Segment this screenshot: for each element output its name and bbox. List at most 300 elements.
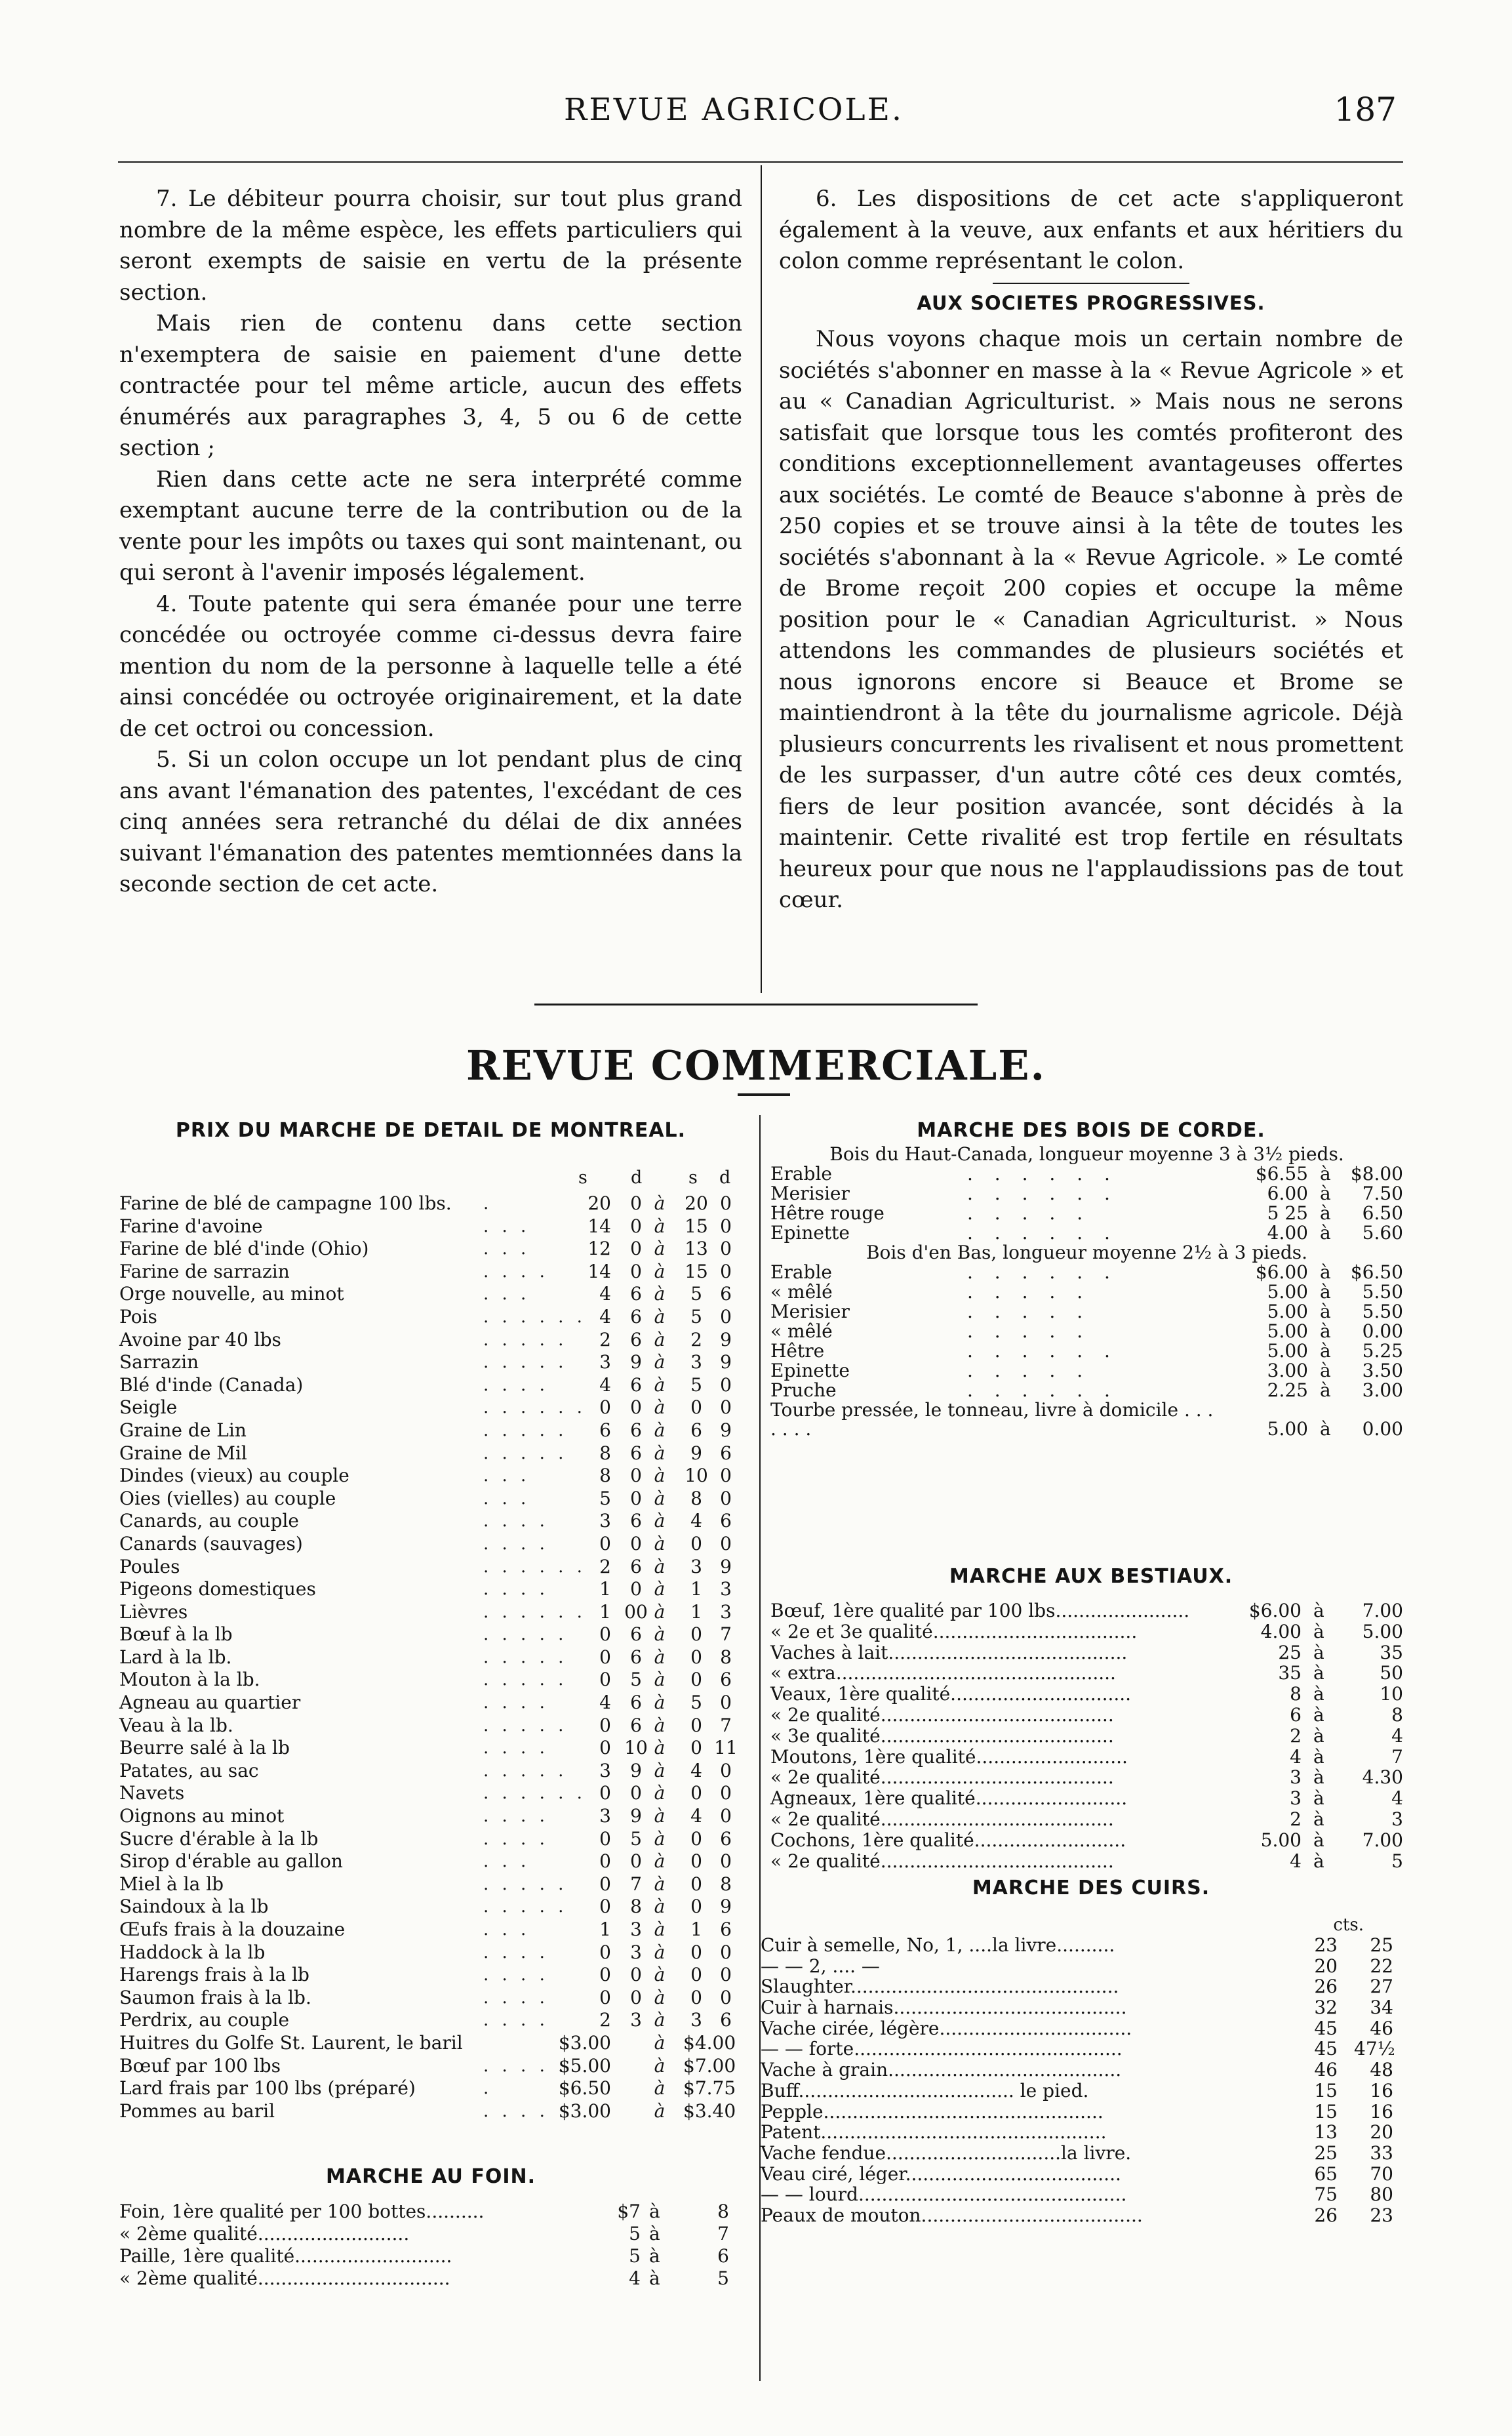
price-row [770,1223,1403,1243]
price-value: 0 [720,1487,732,1509]
price-row [770,1809,1403,1830]
item-name: Patent................................................. [761,2121,1107,2143]
leader-dots: . . . [483,1239,530,1259]
price-high: 5 [1391,1850,1403,1872]
item-name: Graine de Lin [119,1419,247,1441]
price-value: 5 [690,1373,702,1396]
price-row [770,1747,1403,1768]
section-rule [993,283,1189,284]
price-high: 50 [1380,1662,1403,1684]
leader-dots: . . . . [483,1965,549,1985]
price-row [119,1805,742,1828]
range-separator: à [1320,1222,1331,1244]
col-s: s [578,1167,587,1188]
price-value: 8 [599,1465,611,1487]
price-high: 22 [1370,1955,1393,1977]
range-separator: à [1313,1787,1324,1810]
price-row [119,2100,742,2123]
item-name: Vache à grain........................................ [761,2059,1122,2081]
range-separator: à [1320,1261,1331,1283]
price-value: 0 [720,1373,732,1396]
item-name: Huitres du Golfe St. Laurent, le baril [119,2031,463,2054]
price-value: 6 [630,1623,642,1646]
price-value: 4 [690,1805,702,1827]
price-value: 5 [690,1692,702,1714]
price-value: 0 [690,1827,702,1850]
item-name: « 2e qualité........................................ [770,1703,1114,1726]
item-name: « mêlé [770,1281,833,1303]
range-separator: à [654,1396,666,1419]
item-name: Hêtre [770,1340,825,1362]
right-article [779,184,1403,916]
price-low: 6.00 [1267,1183,1308,1204]
item-name: Haddock à la lb [119,1941,266,1963]
price-low: 5 25 [1267,1202,1308,1224]
price-value: 0 [720,1759,732,1781]
price-row [761,1956,1403,1977]
range-separator: à [654,1555,666,1577]
price-value: 7 [720,1714,732,1736]
price-low: 5.00 [1267,1340,1308,1362]
price-low: 4.00 [1260,1620,1302,1642]
price-value: 10 [624,1737,648,1759]
range-separator: à [649,2267,660,2289]
price-value: 2 [690,1328,702,1350]
item-name: « 2e qualité........................................ [770,1766,1114,1789]
price-value: 3 [599,1759,611,1781]
price-row [770,1767,1403,1788]
price-high: 70 [1370,2162,1393,2185]
table-caption [770,1243,1403,1263]
price-value: 6 [630,1442,642,1464]
column-divider-top [761,165,762,993]
price-row [761,2101,1403,2122]
price-value: 3 [599,1805,611,1827]
price-high: 33 [1370,2142,1393,2164]
price-value: 8 [630,1896,642,1918]
price-low: 25 [1314,2142,1338,2164]
range-separator: à [654,2031,666,2054]
price-value: 4 [690,1759,702,1781]
item-name: Mouton à la lb. [119,1669,260,1691]
price-value: 0 [690,1873,702,1895]
price-low: 26 [1314,2204,1338,2226]
range-separator: à [654,1941,666,1963]
item-name: Bœuf par 100 lbs [119,2054,281,2077]
price-value: 0 [720,1215,732,1237]
leader-dots: . . . . [483,2101,549,2121]
price-value: 0 [630,1396,642,1419]
price-value: 4 [599,1373,611,1396]
price-row [119,1873,742,1896]
range-separator: à [654,1782,666,1804]
leader-dots: . . . . . [483,1874,568,1894]
range-separator: à [654,1759,666,1781]
leader-dots: . . . . . . [483,1556,586,1577]
range-separator: à [654,1373,666,1396]
price-value: 6 [630,1510,642,1532]
item-name: Saumon frais à la lb. [119,1986,311,2008]
price-row [770,1400,1403,1438]
price-high: 27 [1370,1976,1393,1998]
price-value: 14 [587,1215,611,1237]
price-low: 6 [1290,1703,1302,1726]
item-name: « extra................................................ [770,1662,1116,1684]
leader-dots: . . . . . [483,1443,568,1463]
price-high: 80 [1370,2183,1393,2206]
item-name: Saindoux à la lb [119,1896,269,1918]
price-low: 15 [1314,2079,1338,2101]
range-separator: à [654,1487,666,1509]
price-row [119,1351,742,1374]
price-row [761,2184,1403,2205]
item-name: Dindes (vieux) au couple [119,1465,349,1487]
item-name: Cochons, 1ère qualité.......................... [770,1829,1126,1851]
price-value: 6 [690,1419,702,1441]
price-value: 3 [630,2009,642,2031]
price-value: 20 [685,1192,708,1214]
price-high: 10 [1380,1683,1403,1705]
price-high: 5.50 [1362,1301,1403,1322]
price-value: 7 [630,1873,642,1895]
article-paragraph: 6. Les dispositions de cet acte s'appliqueront également à la veuve, aux enfants et aux héritiers du colon comme représentant le colon. [779,186,1403,274]
price-row [119,1261,742,1284]
price-value: 0 [599,1737,611,1759]
range-separator: à [654,1465,666,1487]
article-paragraph: Nous voyons chaque mois un certain nombre de sociétés s'abonner en masse à la « Revue Agricole » et au « Canadian Agriculturist. » Mais nous ne serons satisfait que lorsque tous les comtés profiteront des conditions exceptionnellement avantageuses offertes aux sociétés. Le comté de Beauce s'abonne à près de 250 copies et se trouve ainsi à la tête de toutes les sociétés s'abonnant à la « Revue Agricole. » Le comté de Brome reçoit 200 copies et occupe la même position pour le « Canadian Agriculturist. » Nous attendons les commandes de plusieurs sociétés et nous ignorons encore si Beauce et Brome se maintiendront à la tête du journalisme agricole. Déjà plusieurs concurrents les rivalisent et nous promettent de les surpasser, d'un autre côté ces deux comtés, fiers de leur position avancée, sont décidés à la maintenir. Cette rivalité est trop fertile en résultats heureux pour que nous ne l'applaudissions pas de tout cœur. [779,326,1403,913]
price-row [119,1964,742,1987]
price-value: 0 [599,1532,611,1554]
price-row [119,1850,742,1873]
price-high: 0.00 [1362,1418,1403,1440]
leader-dots: . . . . [483,1693,549,1713]
price-value: 0 [720,1465,732,1487]
price-value: 9 [720,1351,732,1373]
price-high: 7.50 [1362,1183,1403,1204]
price-value: 2 [599,2009,611,2031]
item-name: Sarrazin [119,1351,199,1373]
price-row [119,1987,742,2010]
item-name: Pruche [770,1379,837,1401]
price-row [770,1361,1403,1381]
price-value: 0 [599,1941,611,1963]
price-value: 10 [685,1465,708,1487]
price-value: 1 [599,1600,611,1623]
leader-dots: . . . [483,1920,530,1939]
price-row [119,1329,742,1352]
item-name: Merisier [770,1301,850,1322]
price-value: 6 [630,1714,642,1736]
item-name: Peaux de mouton...................................... [761,2204,1143,2226]
price-row [770,1204,1403,1223]
item-name: Erable [770,1261,832,1283]
item-name: Lard frais par 100 lbs (préparé) [119,2077,416,2100]
price-low: 5.00 [1267,1281,1308,1303]
price-row [770,1164,1403,1184]
item-name: Pommes au baril [119,2100,275,2122]
item-name: Veaux, 1ère qualité............................... [770,1683,1132,1705]
price-row [770,1302,1403,1322]
item-name: Sirop d'érable au gallon [119,1850,343,1873]
price-row [119,1442,742,1465]
heading-underline [738,1093,790,1096]
range-separator: à [1313,1724,1324,1747]
range-separator: à [654,1419,666,1441]
leader-dots: . . . . . . [967,1163,1118,1185]
item-name: Cuir à semelle, No, 1, ....la livre.......... [761,1934,1115,1956]
price-high: 5.60 [1362,1222,1403,1244]
price-low: 4 [629,2267,641,2289]
price-value: 3 [599,1510,611,1532]
price-value: 0 [720,1260,732,1282]
range-separator: à [654,1328,666,1350]
price-value: 3 [720,1600,732,1623]
price-value: 0 [630,1192,642,1214]
range-separator: à [654,1623,666,1646]
price-value: 12 [587,1238,611,1260]
item-name: « 2e et 3e qualité................................... [770,1620,1138,1642]
price-high: 34 [1370,1997,1393,2019]
range-separator: à [1320,1340,1331,1362]
range-separator: à [654,2077,666,2100]
price-low: 5 [629,2245,641,2267]
item-name: Agneaux, 1ère qualité.......................... [770,1787,1128,1810]
price-high: 3.50 [1362,1360,1403,1381]
firewood-heading: MARCHE DES BOIS DE CORDE. [917,1119,1265,1142]
range-separator: à [654,1238,666,1260]
price-value: 6 [630,1328,642,1350]
range-separator: à [654,2009,666,2031]
range-separator: à [654,2100,666,2122]
price-value: 0 [630,1532,642,1554]
article-paragraph: 7. Le débiteur pourra choisir, sur tout plus grand nombre de la même espèce, les effets particuliers qui seront exempts de saisie en vertu de la présente section. [119,186,742,306]
price-value: $5.00 [558,2054,611,2077]
price-value: 8 [720,1873,732,1895]
range-separator: à [654,1351,666,1373]
price-value: 0 [720,1941,732,1963]
article-paragraph: Rien dans cette acte ne sera interprété comme exemptant aucune terre de la contribution ou de la vente pour les impôts ou taxes qui sont maintenant, ou qui seront à l'avenir imposés légalement. [119,466,742,586]
leader-dots: . . . . . [967,1320,1091,1342]
price-high: 4.30 [1362,1766,1403,1789]
price-low: 32 [1314,1997,1338,2019]
item-name: Avoine par 40 lbs [119,1328,281,1350]
range-separator: à [654,2054,666,2077]
price-low: 4.00 [1267,1222,1308,1244]
price-row [119,1396,742,1419]
item-name: Vaches à lait......................................... [770,1641,1128,1663]
price-high: 16 [1370,2100,1393,2122]
retail-heading: PRIX DU MARCHE DE DETAIL DE MONTREAL. [175,1119,686,1142]
leather-heading: MARCHE DES CUIRS. [972,1877,1210,1899]
price-value: 0 [630,1260,642,1282]
price-value: 0 [599,1896,611,1918]
price-value: 0 [599,1873,611,1895]
units-label: cts. [1333,1915,1364,1935]
price-value: 5 [599,1487,611,1509]
price-row [119,1828,742,1851]
price-row [119,1283,742,1306]
price-row [770,1621,1403,1642]
price-value: 0 [720,1986,732,2008]
price-high: 6.50 [1362,1202,1403,1224]
leader-dots: . . . . . . [967,1379,1118,1401]
item-name: Merisier [770,1183,850,1204]
leader-dots: . . . . . [483,2056,568,2076]
price-value: 1 [690,1918,702,1940]
price-value: 0 [690,1532,702,1554]
item-name: Lard à la lb. [119,1646,232,1668]
item-name: — — 2, .... — [761,1955,880,1977]
price-value: 4 [599,1305,611,1328]
price-high: $8.00 [1350,1163,1403,1185]
item-name: Sucre d'érable à la lb [119,1827,319,1850]
range-separator: à [654,1646,666,1668]
price-value: 0 [690,1896,702,1918]
price-value: $7.00 [683,2054,736,2077]
price-high: 8 [1391,1703,1403,1726]
leader-dots: . . . . . [483,1897,568,1917]
leader-dots: . . . [483,1488,530,1509]
price-value: 3 [690,2009,702,2031]
leader-dots: . . . [483,1466,530,1486]
price-value: 0 [599,1964,611,1986]
price-row [119,1646,742,1669]
price-row [119,1238,742,1261]
leather-table [761,1915,1403,2226]
price-value: 0 [599,1396,611,1419]
leader-dots: . . . . . . [483,1783,586,1804]
price-value: 3 [720,1578,732,1600]
price-value: 0 [599,1669,611,1691]
range-separator: à [654,1215,666,1237]
range-separator: à [1320,1418,1331,1440]
price-high: $6.50 [1350,1261,1403,1283]
retail-column-header [119,1167,742,1192]
caption-text: Bois d'en Bas, longueur moyenne 2½ à 3 pieds. [865,1242,1308,1263]
leader-dots: . . . [483,1852,530,1872]
range-separator: à [654,1283,666,1305]
range-separator: à [649,2245,660,2267]
price-row [119,2201,742,2223]
article-paragraph: Mais rien de contenu dans cette section n'exemptera de saisie en paiement d'une dette contractée pour tel même article, aucun des effets énumérés aux paragraphes 3, 4, 5 ou 6 de cette section ; [119,310,742,461]
item-name: Lièvres [119,1600,188,1623]
hay-table [119,2201,742,2290]
price-value: $3.40 [683,2100,736,2122]
leader-dots: . . . . . . [967,1261,1118,1283]
price-low: 26 [1314,1976,1338,1998]
price-high: 7.00 [1362,1829,1403,1851]
price-row [119,2245,742,2267]
price-value: 0 [630,1578,642,1600]
price-row [770,1263,1403,1282]
section-divider [534,1004,978,1005]
price-row [761,2018,1403,2039]
range-separator: à [1313,1641,1324,1663]
item-name: Hêtre rouge [770,1202,885,1224]
price-value: 2 [599,1555,611,1577]
leader-dots: . . . . . [967,1301,1091,1322]
price-row [119,1669,742,1692]
price-low: 3 [1290,1787,1302,1810]
item-name: Buff..................................... le pied. [761,2079,1089,2101]
price-high: 5.25 [1362,1340,1403,1362]
price-row [119,2055,742,2078]
price-row [770,1851,1403,1872]
range-separator: à [654,1737,666,1759]
price-value: 6 [599,1419,611,1441]
price-row [761,1997,1403,2018]
price-value: 3 [630,1918,642,1940]
commercial-heading: REVUE COMMERCIALE. [466,1042,1046,1089]
leader-dots: . . . . . [483,1352,568,1373]
leader-dots: . . . . . [483,1625,568,1645]
leader-dots: . . . . . [483,1647,568,1667]
article-paragraph: 5. Si un colon occupe un lot pendant plus de cinq ans avant l'émanation des patentes, l'excédant de ces cinq années sera retranché du délai de dix années suivant l'émanation des patentes memtionnées dans la seconde section de cet acte. [119,746,742,897]
leader-dots: . . . [483,1216,530,1236]
col-s: s [688,1167,698,1188]
price-low: 35 [1278,1662,1302,1684]
price-high: 23 [1370,2204,1393,2226]
cattle-heading: MARCHE AUX BESTIAUX. [949,1565,1233,1588]
item-name: Farine de blé de campagne 100 lbs. [119,1192,452,1214]
price-value: 6 [720,2009,732,2031]
price-high: 20 [1370,2121,1393,2143]
leader-dots: . . . . . . [483,1307,586,1327]
item-name: « 2ème qualité.......................... [119,2223,410,2244]
retail-table [119,1192,742,2122]
range-separator: à [1313,1600,1324,1621]
price-value: 1 [690,1600,702,1623]
price-row [119,1465,742,1488]
item-name: Cuir à harnais........................................ [761,1997,1127,2019]
price-low: 23 [1314,1934,1338,1956]
price-value: 0 [690,1396,702,1419]
leader-dots: . . . . . . [483,1398,586,1418]
price-value: 8 [690,1487,702,1509]
item-name: Oies (vielles) au couple [119,1487,336,1509]
price-low: 2.25 [1267,1379,1308,1401]
price-low: 5.00 [1267,1301,1308,1322]
price-value: 9 [720,1419,732,1441]
leader-dots: . . . . [483,1942,549,1962]
price-value: 0 [690,1964,702,1986]
range-separator: à [1320,1202,1331,1224]
item-name: Oignons au minot [119,1805,285,1827]
caption-text: Bois du Haut-Canada, longueur moyenne 3 à 3½ pieds. [829,1143,1344,1165]
leader-dots: . . . . [483,1375,549,1395]
price-value: 7 [720,1623,732,1646]
price-value: 6 [720,1918,732,1940]
price-value: 9 [690,1442,702,1464]
item-name: Paille, 1ère qualité........................... [119,2245,452,2267]
leader-dots: . . . . . [483,1420,568,1440]
item-name: Pepple................................................ [761,2100,1104,2122]
price-value: 2 [599,1328,611,1350]
item-name: « 2ème qualité................................. [119,2267,450,2289]
price-high: 35 [1380,1641,1403,1663]
price-row [119,1601,742,1624]
price-low: 46 [1314,2059,1338,2081]
price-value: 6 [720,1827,732,1850]
item-name: Epinette [770,1360,850,1381]
leader-dots: . . . . . . [967,1222,1118,1244]
item-name: Epinette [770,1222,850,1244]
leader-dots: . . . . . [483,1760,568,1781]
price-value: 0 [720,1850,732,1873]
leader-dots: . . . . . . [967,1340,1118,1362]
range-separator: à [654,1692,666,1714]
price-value: 8 [599,1442,611,1464]
